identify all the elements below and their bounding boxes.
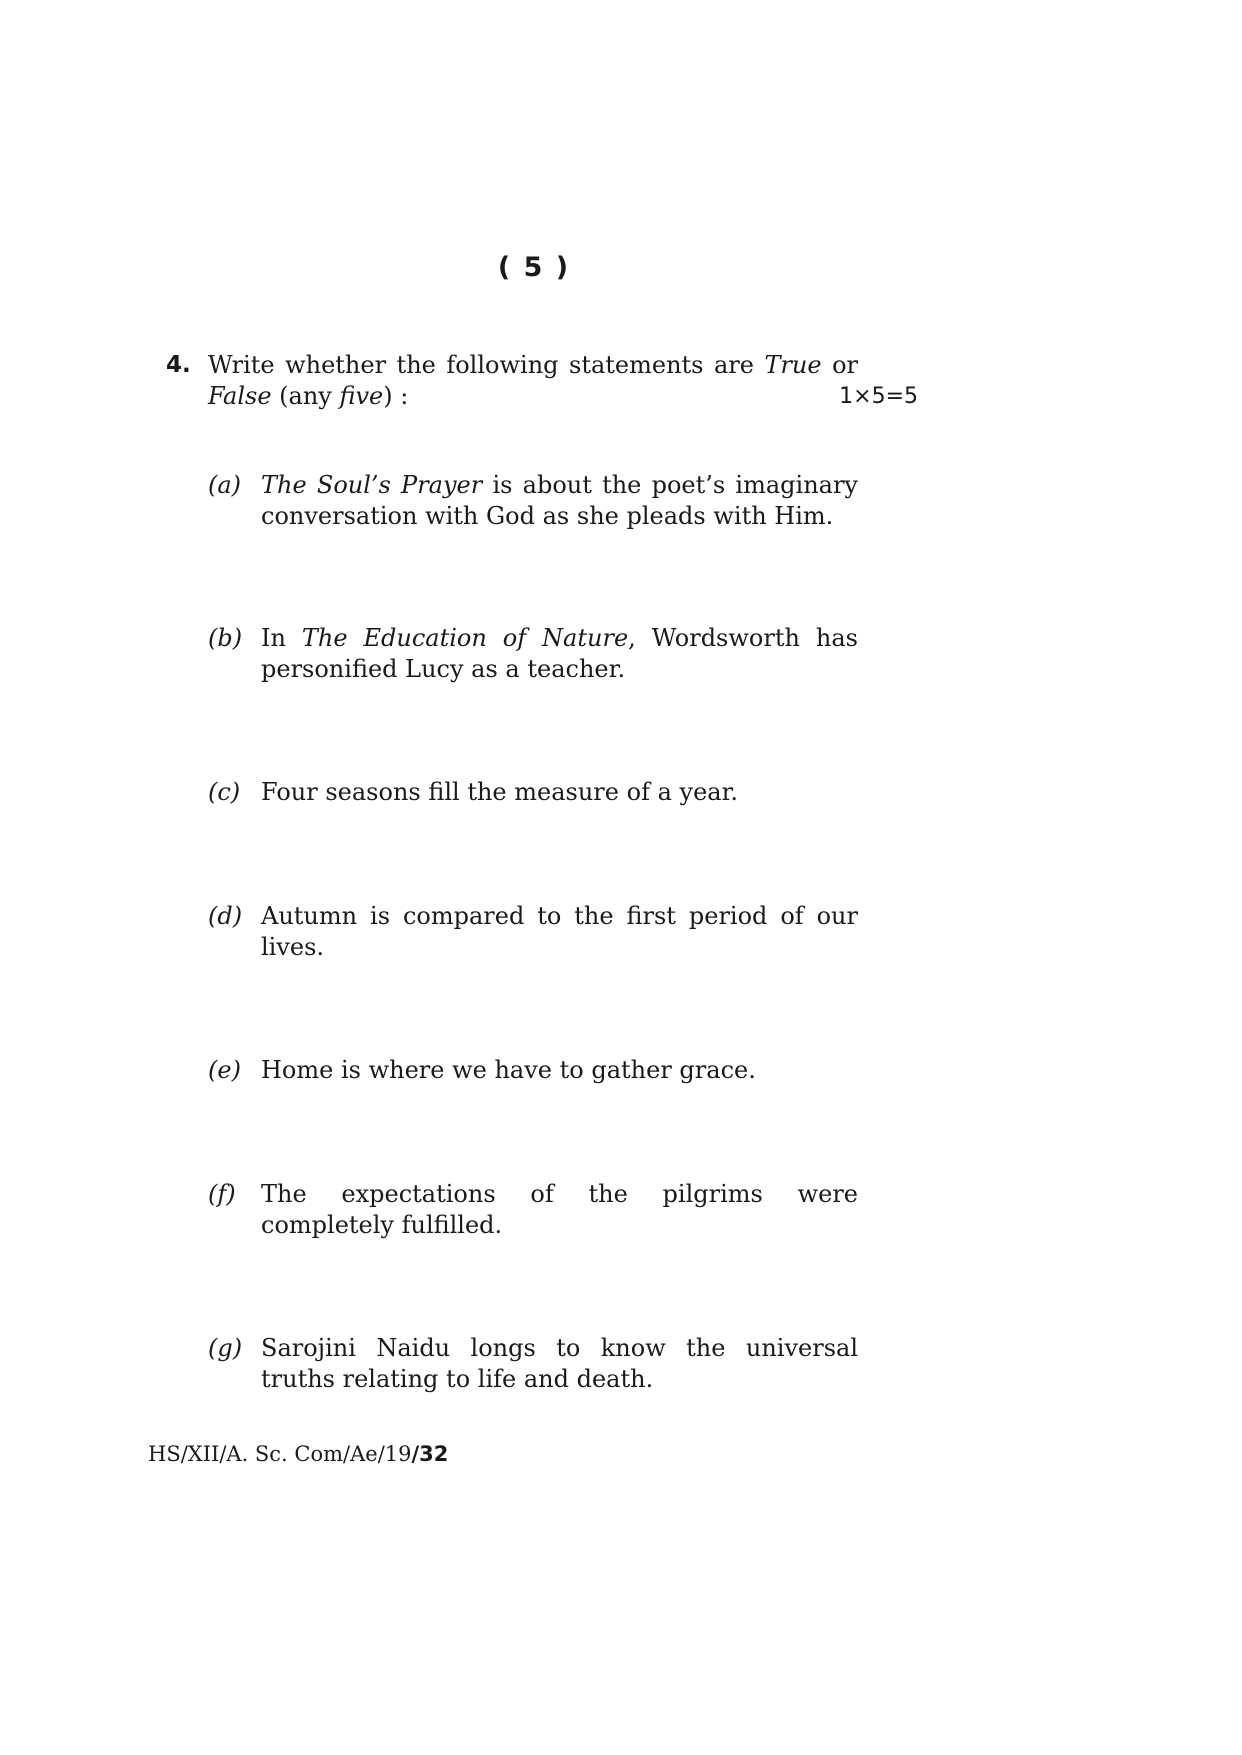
statement-label: (a) bbox=[208, 471, 242, 499]
statement-e bbox=[208, 1055, 858, 1086]
instruction-word: statements bbox=[569, 351, 704, 379]
statement-a bbox=[208, 470, 858, 532]
statement-text: Four seasons fill the measure of a year. bbox=[261, 778, 739, 806]
statement-f bbox=[208, 1179, 858, 1241]
statement-label: (e) bbox=[208, 1056, 241, 1084]
statement-text: The Soul’s Prayer is about the poet’s imaginary conversation with God as she pleads with Him. bbox=[261, 471, 858, 530]
statement-text: Autumn is compared to the first period of our lives. bbox=[261, 902, 858, 961]
instruction-word: are bbox=[713, 351, 754, 379]
statement-text: Sarojini Naidu longs to know the universal truths relating to life and death. bbox=[261, 1334, 858, 1393]
statement-g bbox=[208, 1333, 858, 1395]
statement-label: (f) bbox=[208, 1180, 236, 1208]
instruction-word: or bbox=[832, 351, 858, 379]
statement-label: (d) bbox=[208, 902, 243, 930]
instruction-word: whether bbox=[285, 351, 387, 379]
statement-text: Home is where we have to gather grace. bbox=[261, 1056, 756, 1084]
statement-d bbox=[208, 901, 858, 963]
statement-label: (c) bbox=[208, 778, 241, 806]
instruction-word: following bbox=[446, 351, 559, 379]
statement-label: (g) bbox=[208, 1334, 243, 1362]
question-4 bbox=[166, 350, 918, 412]
paper-code-footer bbox=[148, 1442, 448, 1466]
false-word: False bbox=[208, 382, 272, 410]
true-word: True bbox=[764, 351, 822, 379]
question-instruction bbox=[208, 350, 918, 412]
set-number: /32 bbox=[411, 1442, 449, 1466]
instruction-word bbox=[764, 350, 821, 381]
instruction-word: Write bbox=[208, 351, 275, 379]
instruction-word: the bbox=[396, 351, 436, 379]
statement-c bbox=[208, 777, 858, 808]
marks-allocation: 1×5=5 bbox=[839, 384, 918, 409]
question-number: 4. bbox=[166, 352, 191, 378]
paper-code: HS/XII/A. Sc. Com/Ae/19 bbox=[148, 1442, 412, 1466]
statement-text: The expectations of the pilgrims were completely fulfilled. bbox=[261, 1180, 858, 1239]
statement-b bbox=[208, 623, 858, 685]
statement-label: (b) bbox=[208, 624, 243, 652]
statement-text: In The Education of Nature, Wordsworth has personified Lucy as a teacher. bbox=[261, 624, 858, 683]
page-number: ( 5 ) bbox=[497, 252, 571, 283]
instruction-line-2: False (any five) : bbox=[208, 382, 409, 410]
five-word: five bbox=[339, 382, 384, 410]
